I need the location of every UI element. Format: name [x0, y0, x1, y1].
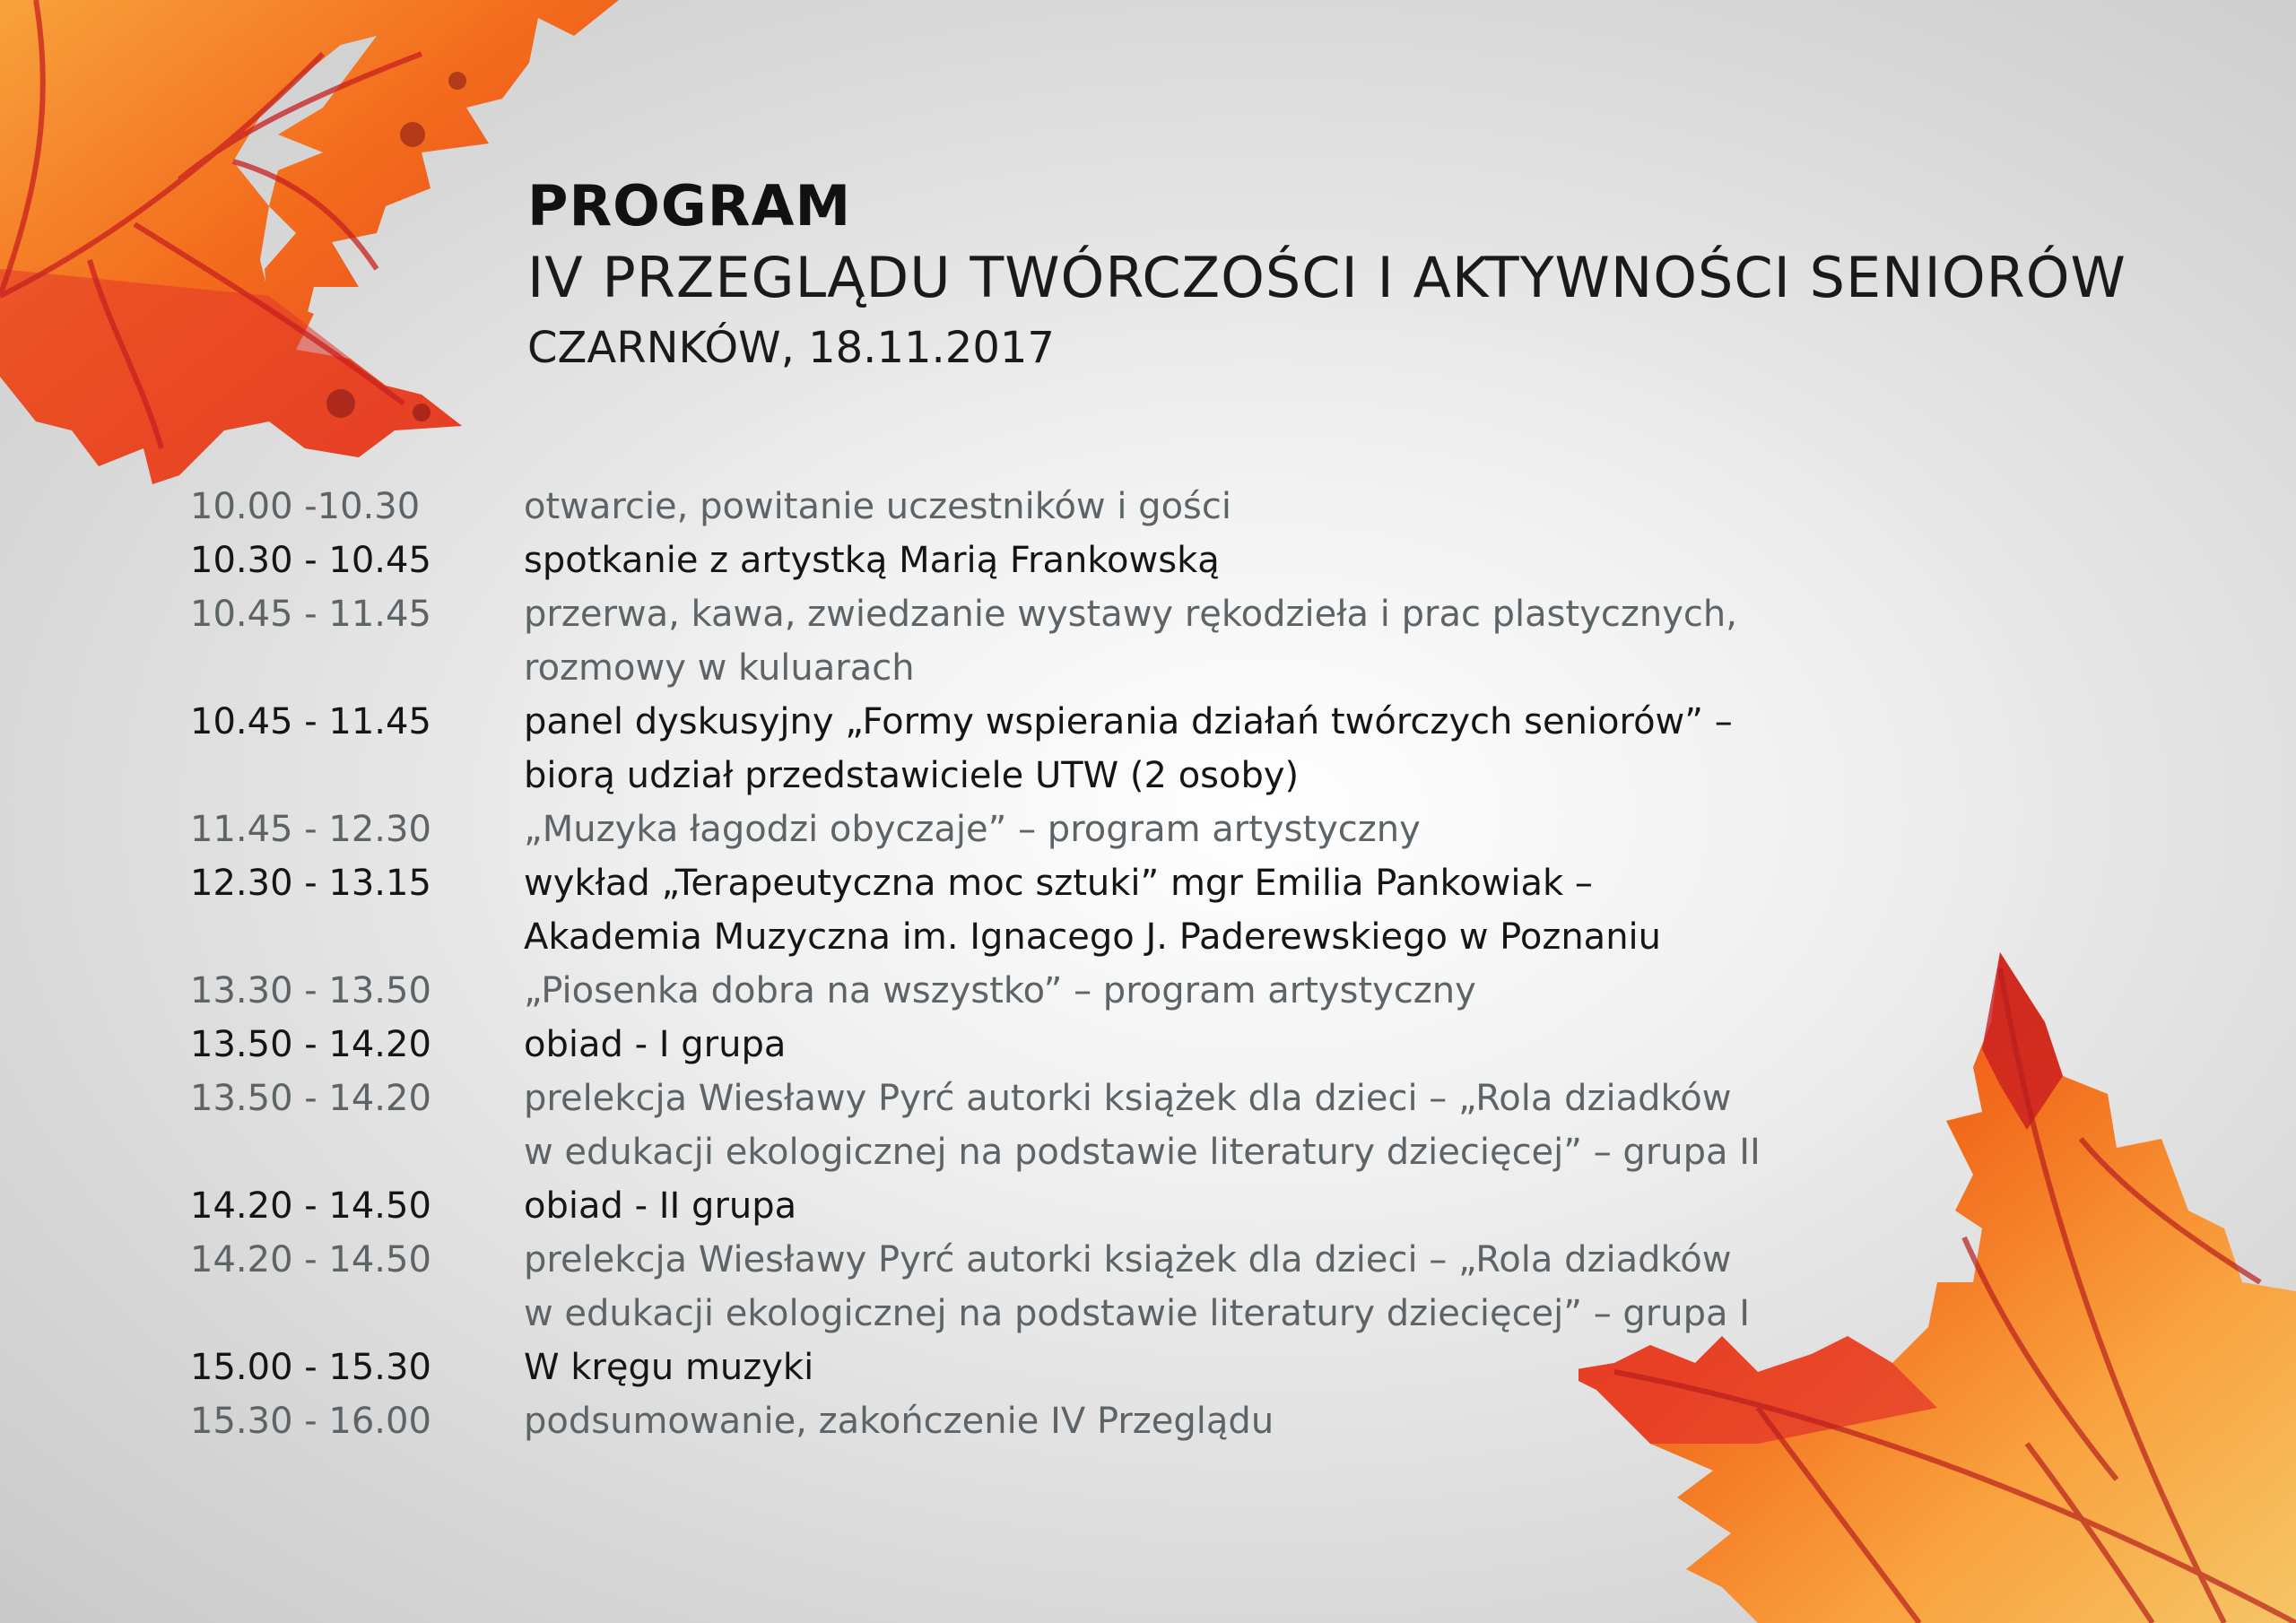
schedule-description [524, 1341, 813, 1394]
schedule-description-line: Akademia Muzyczna im. Ignacego J. Paderewskiego w Poznaniu [524, 916, 1662, 958]
schedule-description-line: „Muzyka łagodzi obyczaje” – program artystyczny [524, 809, 1421, 850]
schedule-time: 14.20 - 14.50 [190, 1185, 431, 1227]
schedule-time: 13.50 - 14.20 [190, 1024, 431, 1065]
schedule-row [190, 1233, 1894, 1341]
schedule-row [190, 1018, 1894, 1072]
program-header [527, 170, 2231, 382]
event-place-date: CZARNKÓW, 18.11.2017 [527, 323, 1055, 373]
schedule-list [190, 480, 1894, 1448]
schedule-description-line: obiad - I grupa [524, 1024, 787, 1065]
schedule-description-line: prelekcja Wiesławy Pyrć autorki książek dla dzieci – „Rola dziadków [524, 1078, 1732, 1119]
schedule-description [524, 1072, 1761, 1179]
schedule-description-line: obiad - II grupa [524, 1185, 797, 1227]
schedule-time: 15.30 - 16.00 [190, 1401, 431, 1442]
schedule-time: 10.30 - 10.45 [190, 540, 431, 581]
schedule-description-line: podsumowanie, zakończenie IV Przeglądu [524, 1401, 1274, 1442]
schedule-description-line: prelekcja Wiesławy Pyrć autorki książek dla dzieci – „Rola dziadków [524, 1239, 1732, 1280]
schedule-time: 10.45 - 11.45 [190, 701, 431, 742]
schedule-description-line: biorą udział przedstawiciele UTW (2 osoby) [524, 755, 1300, 796]
schedule-description-line: panel dyskusyjny „Formy wspierania działań twórczych seniorów” – [524, 701, 1733, 742]
schedule-time: 12.30 - 13.15 [190, 863, 431, 904]
event-title: IV PRZEGLĄDU TWÓRCZOŚCI I AKTYWNOŚCI SENIORÓW [527, 245, 2126, 310]
schedule-row [190, 803, 1894, 856]
schedule-time: 14.20 - 14.50 [190, 1239, 431, 1280]
schedule-description-line: przerwa, kawa, zwiedzanie wystawy rękodzieła i prac plastycznych, [524, 594, 1737, 635]
schedule-row [190, 1179, 1894, 1233]
schedule-row [190, 695, 1894, 803]
schedule-description [524, 1179, 796, 1233]
program-label: PROGRAM [527, 173, 852, 239]
schedule-time: 11.45 - 12.30 [190, 809, 431, 850]
schedule-description-line: wykład „Terapeutyczna moc sztuki” mgr Emilia Pankowiak – [524, 863, 1593, 904]
schedule-time: 10.00 -10.30 [190, 486, 421, 527]
schedule-description-line: „Piosenka dobra na wszystko” – program artystyczny [524, 970, 1476, 1011]
schedule-row [190, 534, 1894, 587]
schedule-description [524, 964, 1476, 1018]
schedule-time: 10.45 - 11.45 [190, 594, 431, 635]
schedule-row [190, 964, 1894, 1018]
schedule-description [524, 587, 1737, 695]
schedule-description-line: w edukacji ekologicznej na podstawie literatury dziecięcej” – grupa I [524, 1293, 1751, 1334]
schedule-row [190, 1394, 1894, 1448]
schedule-time: 15.00 - 15.30 [190, 1347, 431, 1388]
schedule-description-line: spotkanie z artystką Marią Frankowską [524, 540, 1220, 581]
schedule-description [524, 1233, 1750, 1341]
schedule-description-line: rozmowy w kuluarach [524, 647, 915, 689]
schedule-row [190, 1341, 1894, 1394]
schedule-description-line: w edukacji ekologicznej na podstawie literatury dziecięcej” – grupa II [524, 1132, 1761, 1173]
schedule-description [524, 480, 1231, 534]
schedule-row [190, 856, 1894, 964]
schedule-description [524, 1394, 1274, 1448]
schedule-description [524, 695, 1733, 803]
schedule-description [524, 1018, 786, 1072]
schedule-description [524, 803, 1421, 856]
schedule-row [190, 480, 1894, 534]
schedule-row [190, 1072, 1894, 1179]
schedule-description-line: otwarcie, powitanie uczestników i gości [524, 486, 1231, 527]
schedule-row [190, 587, 1894, 695]
schedule-description [524, 856, 1661, 964]
schedule-description-line: W kręgu muzyki [524, 1347, 814, 1388]
schedule-time: 13.50 - 14.20 [190, 1078, 431, 1119]
schedule-time: 13.30 - 13.50 [190, 970, 431, 1011]
schedule-description [524, 534, 1220, 587]
